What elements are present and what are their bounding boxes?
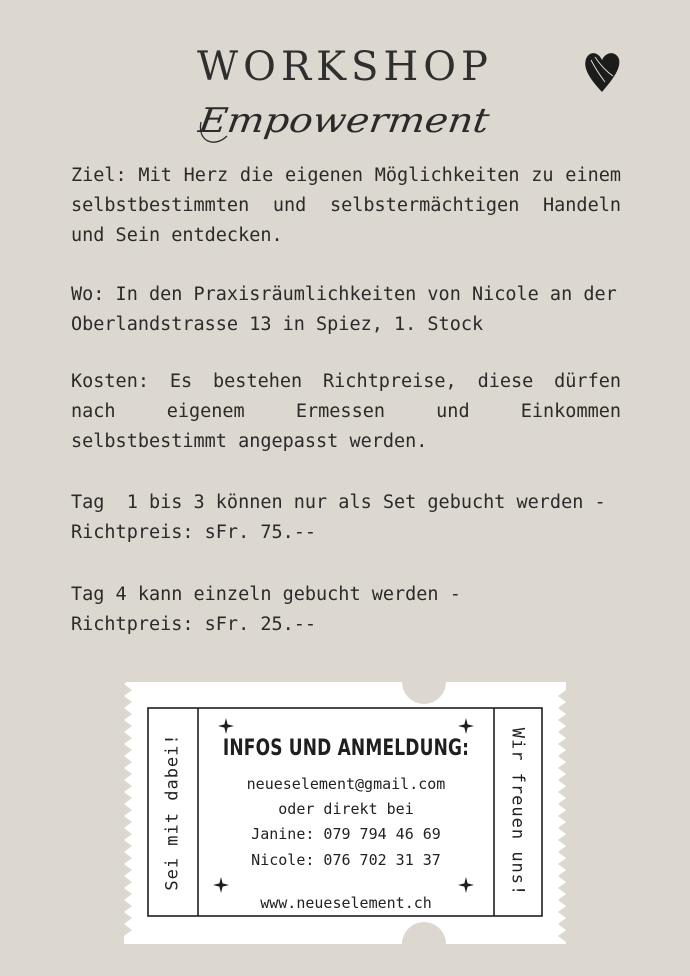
contact-nicole-phone[interactable]: Nicole: 076 702 31 37 (251, 851, 441, 869)
tag-4-price: Richtpreis: sFr. 25.-- (71, 614, 317, 635)
wir-freuen-uns-text: Wir freuen uns! (507, 727, 527, 897)
empowerment-script-title (195, 92, 505, 150)
contact-website-link[interactable]: www.neueselement.ch (260, 894, 432, 912)
contact-janine-phone[interactable]: Janine: 079 794 46 69 (251, 825, 441, 843)
svg-text:Empowerment: Empowerment (196, 101, 455, 141)
tag-4-line: Tag 4 kann einzeln gebucht werden - (71, 584, 461, 605)
sparkle-icon (458, 718, 474, 734)
sparkle-icon (213, 877, 229, 893)
sparkle-icon (218, 718, 234, 734)
contact-email[interactable]: neueselement@gmail.com (246, 775, 446, 793)
kosten-paragraph: Kosten: Es bestehen Richtpreise, diese dürfen nach eigenem Ermessen und Einkommen selbstbestimmt angepasst werden. (71, 371, 621, 452)
ziel-paragraph: Ziel: Mit Herz die eigenen Möglichkeiten zu einem selbstbestimmten und selbstermächtigen Handeln und Sein entdecken. (71, 165, 621, 246)
sparkle-icon (458, 877, 474, 893)
ticket-right-label (494, 708, 540, 916)
tag-1-3-line: Tag 1 bis 3 können nur als Set gebucht werden - (71, 492, 606, 513)
info-heading: INFOS UND ANMELDUNG: (222, 736, 470, 761)
wo-paragraph: Wo: In den Praxisräumlichkeiten von Nicole an der Oberlandstrasse 13 in Spiez, 1. Stock (71, 284, 617, 335)
ticket-left-label (150, 708, 196, 916)
contact-oder-text: oder direkt bei (278, 800, 414, 818)
workshop-title: WORKSHOP (197, 44, 493, 90)
sei-mit-dabei-text: Sei mit dabei! (163, 733, 184, 891)
heart-icon (583, 48, 621, 94)
tag-1-3-price: Richtpreis: sFr. 75.-- (71, 522, 317, 543)
